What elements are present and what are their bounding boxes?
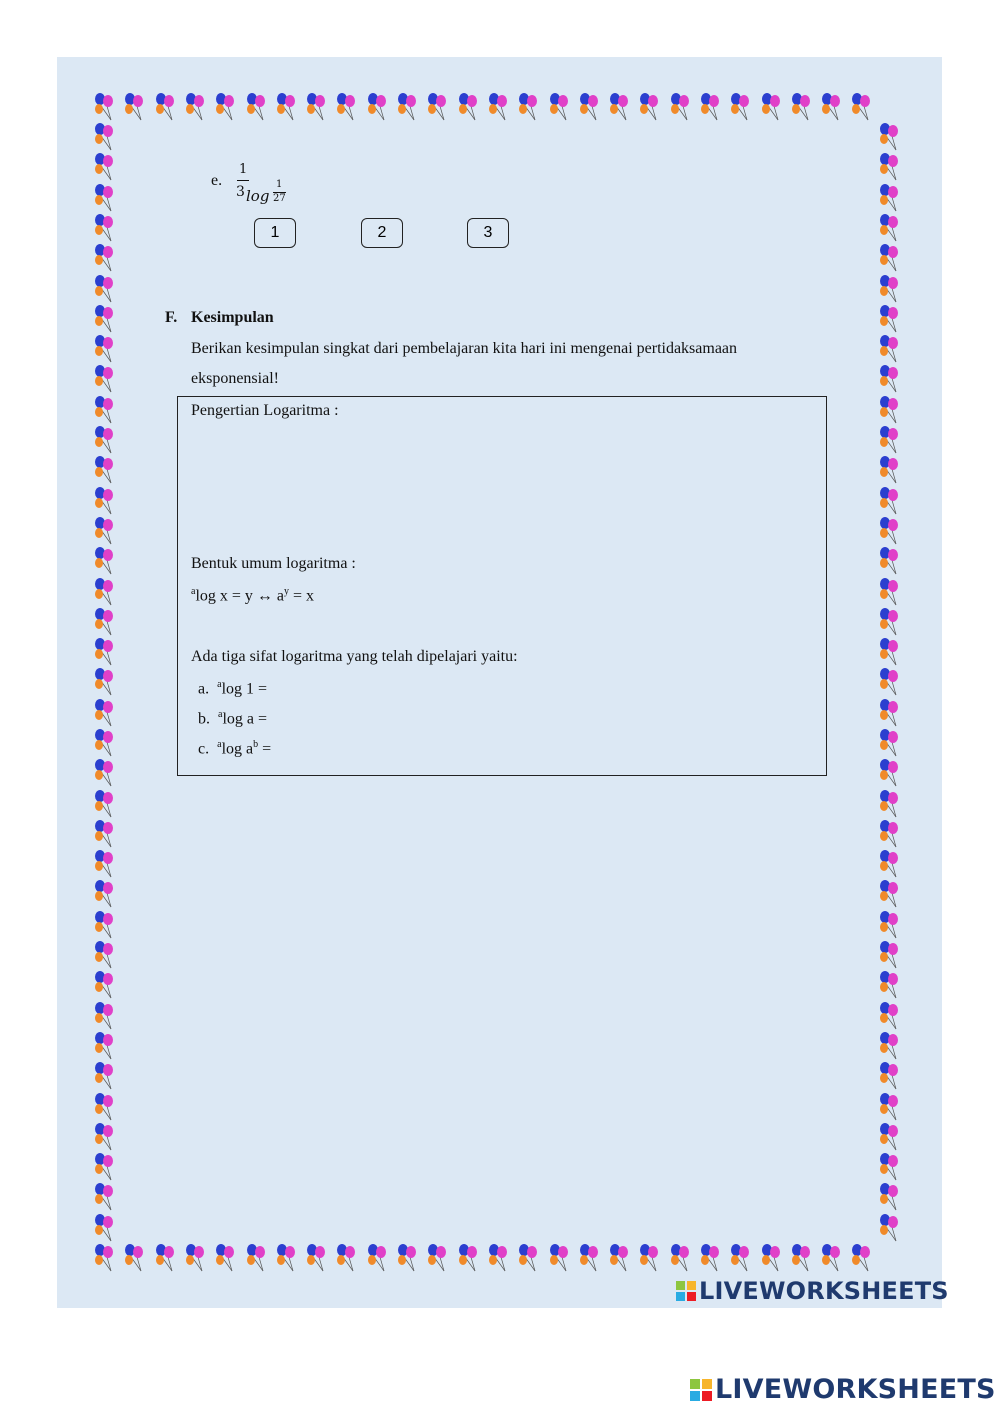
balloon-icon <box>457 1243 483 1273</box>
balloon-icon <box>878 577 904 607</box>
balloon-icon <box>426 92 452 122</box>
balloon-icon <box>93 789 119 819</box>
balloon-icon <box>93 1152 119 1182</box>
balloon-icon <box>93 667 119 697</box>
section-letter: F. <box>165 309 178 326</box>
balloon-icon <box>123 1243 149 1273</box>
properties-intro: Ada tiga sifat logaritma yang telah dipelajari yaitu: <box>191 648 518 665</box>
watermark-inner: LIVEWORKSHEETS <box>676 1277 949 1305</box>
balloon-icon <box>93 910 119 940</box>
balloon-icon <box>820 1243 846 1273</box>
balloon-icon <box>878 304 904 334</box>
balloon-icon <box>245 92 271 122</box>
balloon-icon <box>878 364 904 394</box>
balloon-icon <box>275 92 301 122</box>
balloon-icon <box>93 698 119 728</box>
balloon-icon <box>578 92 604 122</box>
balloon-icon <box>93 879 119 909</box>
balloon-icon <box>275 1243 301 1273</box>
balloon-icon <box>93 243 119 273</box>
balloon-icon <box>878 274 904 304</box>
balloon-icon <box>366 1243 392 1273</box>
balloon-icon <box>878 1182 904 1212</box>
balloon-icon <box>878 910 904 940</box>
balloon-icon <box>578 1243 604 1273</box>
instruction-line-1: Berikan kesimpulan singkat dari pembelajaran kita hari ini mengenai pertidaksamaan <box>191 340 738 357</box>
balloon-icon <box>878 607 904 637</box>
balloon-icon <box>878 1122 904 1152</box>
balloon-icon <box>517 1243 543 1273</box>
balloon-icon <box>396 1243 422 1273</box>
balloon-icon <box>878 698 904 728</box>
balloon-icon <box>878 758 904 788</box>
balloon-icon <box>878 152 904 182</box>
balloon-icon <box>457 92 483 122</box>
balloon-icon <box>878 183 904 213</box>
balloon-icon <box>93 516 119 546</box>
balloon-icon <box>878 213 904 243</box>
balloon-icon <box>396 92 422 122</box>
balloon-icon <box>878 546 904 576</box>
balloon-icon <box>93 546 119 576</box>
balloon-icon <box>878 395 904 425</box>
balloon-icon <box>790 92 816 122</box>
balloon-icon <box>729 1243 755 1273</box>
balloon-icon <box>214 1243 240 1273</box>
balloon-icon <box>335 92 361 122</box>
balloon-icon <box>878 879 904 909</box>
balloon-icon <box>93 425 119 455</box>
balloon-icon <box>93 1092 119 1122</box>
balloon-icon <box>878 486 904 516</box>
balloon-icon <box>608 1243 634 1273</box>
balloon-icon <box>93 122 119 152</box>
balloon-icon <box>335 1243 361 1273</box>
balloon-icon <box>669 1243 695 1273</box>
balloon-icon <box>93 1122 119 1152</box>
balloon-icon <box>760 1243 786 1273</box>
property-b: b. $^a$log a = <box>198 709 268 728</box>
balloon-icon <box>638 1243 664 1273</box>
property-a: a. $^a$log 1 = <box>198 679 268 698</box>
balloon-icon <box>93 92 119 122</box>
balloon-icon <box>878 1092 904 1122</box>
answer-option-1[interactable]: 1 <box>254 218 296 248</box>
balloon-icon <box>699 1243 725 1273</box>
balloon-icon <box>305 92 331 122</box>
expression-base: 3 <box>236 184 245 200</box>
balloon-icon <box>548 92 574 122</box>
balloon-icon <box>93 1031 119 1061</box>
balloon-icon <box>93 395 119 425</box>
liveworksheets-logo-icon <box>676 1281 696 1301</box>
balloon-icon <box>93 940 119 970</box>
balloon-icon <box>154 1243 180 1273</box>
balloon-icon <box>93 364 119 394</box>
balloon-icon <box>608 92 634 122</box>
balloon-icon <box>487 1243 513 1273</box>
expression-log: log <box>246 187 270 205</box>
balloon-icon <box>878 819 904 849</box>
balloon-icon <box>93 486 119 516</box>
balloon-icon <box>93 970 119 1000</box>
balloon-icon <box>699 92 725 122</box>
balloon-icon <box>93 213 119 243</box>
balloon-icon <box>93 304 119 334</box>
balloon-icon <box>760 92 786 122</box>
balloon-icon <box>878 122 904 152</box>
balloon-icon <box>93 607 119 637</box>
balloon-icon <box>93 1001 119 1031</box>
property-c: c. $^a$log $a^b$ = <box>198 739 272 758</box>
balloon-icon <box>93 1243 119 1273</box>
argument-numerator: 1 <box>276 179 283 190</box>
balloon-icon <box>669 92 695 122</box>
section-title: Kesimpulan <box>191 309 274 326</box>
general-form-label: Bentuk umum logaritma : <box>191 555 356 572</box>
balloon-icon <box>850 92 876 122</box>
liveworksheets-logo-icon <box>690 1379 712 1401</box>
balloon-icon <box>878 1031 904 1061</box>
balloon-icon <box>123 92 149 122</box>
balloon-icon <box>93 1213 119 1243</box>
balloon-icon <box>878 667 904 697</box>
balloon-icon <box>154 92 180 122</box>
watermark-footer: LIVEWORKSHEETS <box>690 1374 996 1405</box>
balloon-icon <box>548 1243 574 1273</box>
balloon-icon <box>878 849 904 879</box>
fraction-bar <box>237 180 249 181</box>
balloon-icon <box>878 1152 904 1182</box>
balloon-icon <box>878 789 904 819</box>
balloon-icon <box>878 940 904 970</box>
balloon-icon <box>878 243 904 273</box>
balloon-icon <box>214 92 240 122</box>
definition-label: Pengertian Logaritma : <box>191 402 339 419</box>
balloon-icon <box>93 849 119 879</box>
balloon-icon <box>93 819 119 849</box>
balloon-icon <box>93 274 119 304</box>
balloon-icon <box>878 728 904 758</box>
question-e-label: e. <box>211 172 223 189</box>
balloon-icon <box>93 728 119 758</box>
balloon-icon <box>93 152 119 182</box>
balloon-icon <box>93 758 119 788</box>
balloon-icon <box>878 1001 904 1031</box>
answer-option-3[interactable]: 3 <box>467 218 509 248</box>
balloon-icon <box>93 455 119 485</box>
balloon-icon <box>305 1243 331 1273</box>
balloon-icon <box>184 1243 210 1273</box>
balloon-icon <box>878 1061 904 1091</box>
expression-numerator: 1 <box>239 162 248 177</box>
balloon-icon <box>729 92 755 122</box>
balloon-icon <box>878 970 904 1000</box>
instruction-line-2: eksponensial! <box>191 370 279 387</box>
balloon-icon <box>878 1213 904 1243</box>
balloon-icon <box>93 637 119 667</box>
balloon-icon <box>93 183 119 213</box>
balloon-icon <box>638 92 664 122</box>
balloon-icon <box>93 1182 119 1212</box>
balloon-icon <box>878 334 904 364</box>
balloon-icon <box>878 516 904 546</box>
answer-option-2[interactable]: 2 <box>361 218 403 248</box>
balloon-icon <box>245 1243 271 1273</box>
balloon-icon <box>366 92 392 122</box>
balloon-icon <box>93 334 119 364</box>
balloon-icon <box>487 92 513 122</box>
general-form: $^a$log x = y ↔ $a^y = x$ <box>191 586 315 605</box>
balloon-icon <box>517 92 543 122</box>
balloon-icon <box>850 1243 876 1273</box>
balloon-icon <box>820 92 846 122</box>
balloon-icon <box>878 455 904 485</box>
balloon-icon <box>93 577 119 607</box>
balloon-icon <box>790 1243 816 1273</box>
balloon-icon <box>426 1243 452 1273</box>
balloon-icon <box>184 92 210 122</box>
argument-denominator: 27 <box>273 193 286 204</box>
balloon-icon <box>878 637 904 667</box>
balloon-icon <box>878 425 904 455</box>
balloon-icon <box>93 1061 119 1091</box>
